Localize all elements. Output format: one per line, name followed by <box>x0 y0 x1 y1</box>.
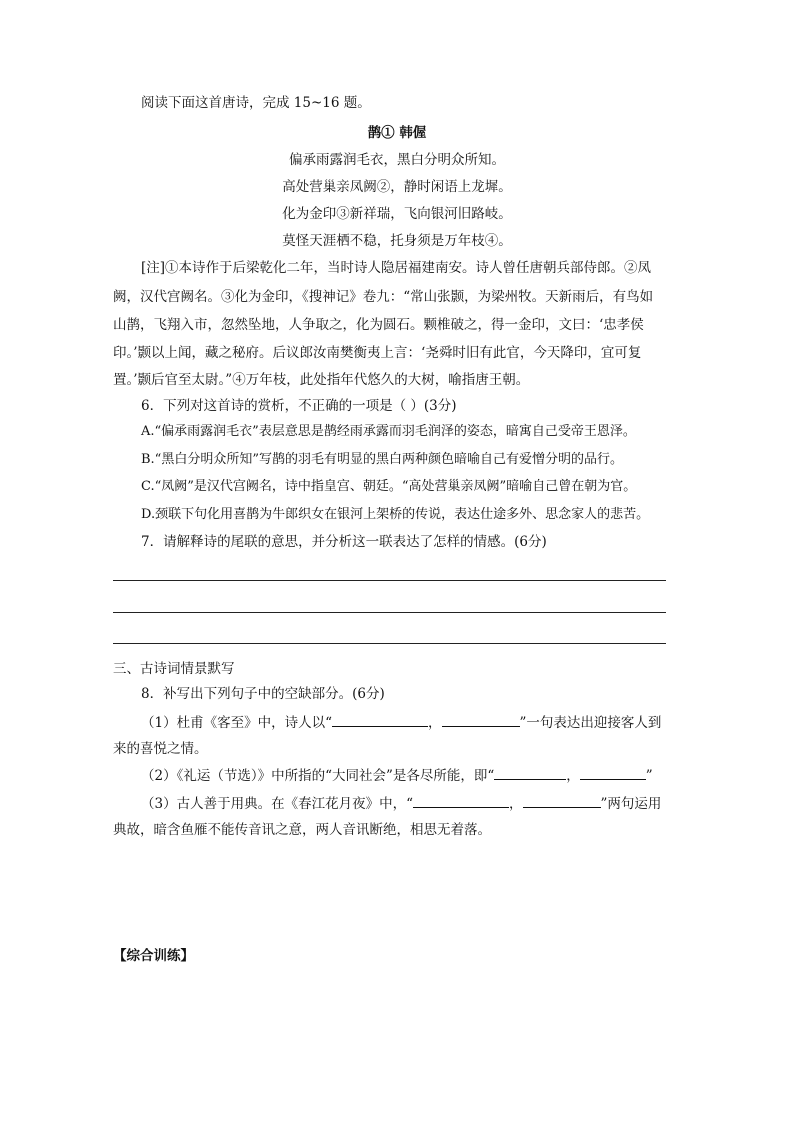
answer-line-1[interactable] <box>113 580 666 581</box>
note-line-3: 山鹊，飞翔入市，忽然坠地，人争取之，化为圆石。颗椎破之，得一金印，文曰：‘忠孝侯 <box>113 317 644 333</box>
answer-line-2[interactable] <box>113 612 666 613</box>
item-3-separator: ， <box>509 796 523 812</box>
question-8-stem: 8．补写出下列句子中的空缺部分。(6分) <box>141 686 385 702</box>
question-8-item-3-cont: 典故，暗含鱼雁不能传音讯之意，两人音讯断绝，相思无着落。 <box>113 822 491 838</box>
item-1-blank-2[interactable] <box>442 712 520 727</box>
question-6-stem: 6．下列对这首诗的赏析，不正确的一项是（ ）(3分) <box>141 398 457 414</box>
item-2-separator: ， <box>566 768 580 784</box>
question-6-option-a: A.“偏承雨露润毛衣”表层意思是鹊经雨承露而羽毛润泽的姿态，暗寓自己受帝王恩泽。 <box>141 424 636 439</box>
question-6-option-c: C.“凤阙”是汉代宫阙名，诗中指皇宫、朝廷。“高处营巢亲凤阙”暗喻自己曾在朝为官。 <box>141 479 637 494</box>
section-3-title: 三、古诗词情景默写 <box>113 661 235 677</box>
poem-line-3: 化为金印③新祥瑞，飞向银河旧路岐。 <box>282 206 512 222</box>
note-line-1: [注]①本诗作于后梁乾化二年，当时诗人隐居福建南安。诗人曾任唐朝兵部侍郎。②凤 <box>141 260 652 276</box>
poem-line-4: 莫怪天涯栖不稳，托身须是万年枝④。 <box>282 233 512 249</box>
intro-instruction: 阅读下面这首唐诗，完成 15~16 题。 <box>141 95 371 111</box>
poem-line-1: 偏承雨露润毛衣，黑白分明众所知。 <box>289 152 505 168</box>
note-line-2: 阙，汉代宫阙名。③化为金印，《搜神记》卷九：“常山张颢，为梁州牧。天新雨后，有鸟如 <box>113 289 654 305</box>
item-3-text-a: （3）古人善于用典。在《春江花月夜》中，“ <box>141 796 413 812</box>
item-2-blank-1[interactable] <box>494 765 566 780</box>
poem-line-2: 高处营巢亲凤阙②，静时闲语上龙墀。 <box>282 179 512 195</box>
note-line-4: 印。’颢以上闻，藏之秘府。后议郎汝南樊衡夷上言：‘尧舜时旧有此官，今天降印，宜可复 <box>113 345 642 361</box>
question-7-stem: 7．请解释诗的尾联的意思，并分析这一联表达了怎样的情感。(6分) <box>141 534 547 550</box>
item-2-text-a: （2）《礼运（节选）》中所指的“大同社会”是各尽所能，即“ <box>141 768 495 784</box>
item-3-blank-2[interactable] <box>523 793 601 808</box>
comprehensive-training-heading: 【综合训练】 <box>113 948 194 964</box>
answer-line-3[interactable] <box>113 643 666 644</box>
item-1-text-b: ”一句表达出迎接客人到 <box>519 715 662 731</box>
question-8-item-1-cont: 来的喜悦之情。 <box>113 741 208 757</box>
item-1-blank-1[interactable] <box>332 712 428 727</box>
question-8-item-2 <box>141 765 653 786</box>
item-2-text-b: ” <box>645 768 653 784</box>
item-1-separator: ， <box>428 715 442 731</box>
item-1-text-a: （1）杜甫《客至》中，诗人以“ <box>141 715 332 731</box>
poem-title: 鹊① 韩偓 <box>367 125 427 141</box>
note-line-5: 置。’颢后官至太尉。”④万年枝，此处指年代悠久的大树，喻指唐王朝。 <box>113 372 530 388</box>
item-3-blank-1[interactable] <box>413 793 509 808</box>
item-3-text-b: ”两句运用 <box>600 796 662 812</box>
question-8-item-1 <box>141 712 661 733</box>
question-8-item-3 <box>141 793 661 814</box>
question-6-option-d: D.颈联下句化用喜鹊为牛郎织女在银河上架桥的传说，表达仕途多外、思念家人的悲苦。 <box>141 507 650 522</box>
question-6-option-b: B.“黑白分明众所知”写鹊的羽毛有明显的黑白两种颜色暗喻自己有爱憎分明的品行。 <box>141 452 623 467</box>
item-2-blank-2[interactable] <box>580 765 646 780</box>
